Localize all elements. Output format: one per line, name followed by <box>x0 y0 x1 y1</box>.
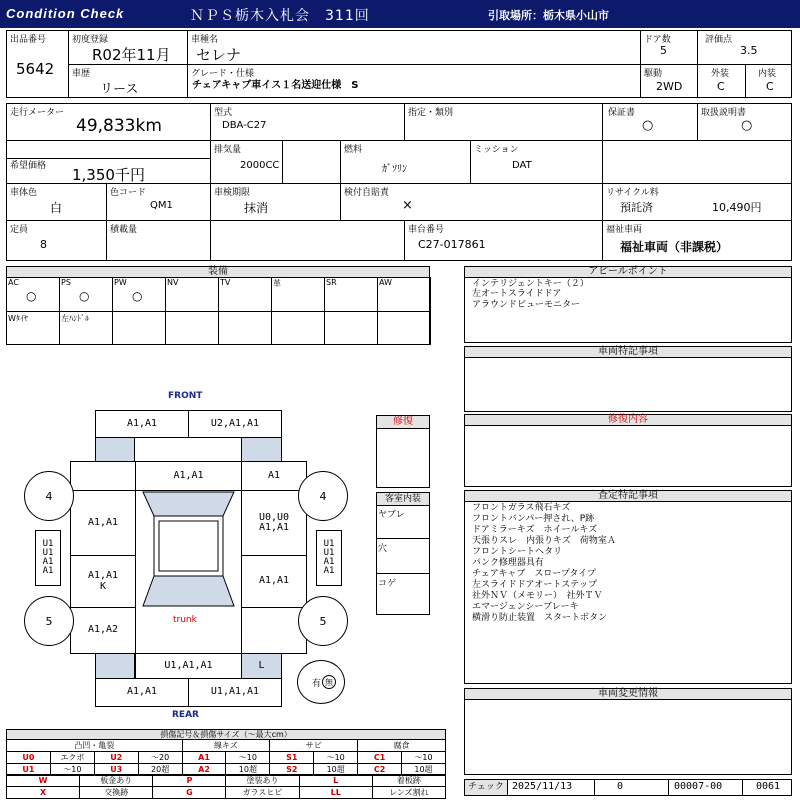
welfare-value: 福祉車両（非課税） <box>620 240 729 254</box>
inspection-note-line: 左スライドドアオートステップ <box>472 580 598 590</box>
legend-cell: 着板跡 <box>372 775 445 787</box>
capacity-value: 8 <box>40 238 47 251</box>
front-label: FRONT <box>168 391 203 401</box>
legend-cell: 〜10 <box>50 764 94 776</box>
appeal-line: インテリジェントキー（２） <box>472 279 589 289</box>
header-title: Condition Check <box>6 6 125 21</box>
panel-taillight-right: L <box>241 653 282 679</box>
repair-content-box <box>464 425 792 487</box>
panel-front-fender-right: A1 <box>241 461 307 491</box>
panel-quarter-left: A1,A2 <box>70 607 136 654</box>
pickup-location: 引取場所：栃木県小山市 <box>488 9 609 22</box>
legend-header-dent: 凸凹・亀裂 <box>7 740 183 752</box>
warranty-value: ○ <box>642 118 654 133</box>
legend-cell: 10超 <box>314 764 358 776</box>
appeal-title: アピールポイント <box>464 266 792 278</box>
legend-cell: X <box>7 787 80 799</box>
repair-content-title: 修復内容 <box>464 414 792 426</box>
price-label: 希望価格 <box>10 161 47 171</box>
spare-no-mark: 無 <box>322 675 336 689</box>
rear-label: REAR <box>172 710 199 720</box>
legend-cell: A2 <box>182 764 226 776</box>
body-color-label: 車体色 <box>10 188 38 198</box>
interior-value: C <box>766 80 774 93</box>
inspection-note-line: 横滑り防止装置 スタートボタン <box>472 613 608 623</box>
panel-rear-bumper-left: A1,A1 <box>95 678 189 707</box>
legend-table-2 <box>6 774 446 799</box>
inspection-note-line: パンク修理器具有 <box>472 558 544 568</box>
equip-code: 革 <box>273 279 281 288</box>
cabin-box <box>376 505 430 615</box>
inspection-note-line: 社外ＮＶ（メモリー） 社外ＴＶ <box>472 591 603 601</box>
panel-front-bumper-right: U2,A1,A1 <box>188 410 282 438</box>
inspection-note-line: ドアミラーキズ ホイールキズ <box>472 525 598 535</box>
equip-code: SR <box>326 278 337 287</box>
drive-value: 2WD <box>656 80 683 93</box>
special-box <box>464 357 792 412</box>
equip-code: PS <box>61 278 71 287</box>
legend-cell: LL <box>299 787 372 799</box>
legend-cell: 〜10 <box>314 752 358 764</box>
legend-header-rust: サビ <box>270 740 358 752</box>
repair-box-title: 修復 <box>376 415 430 429</box>
legend-title: 損傷記号＆損傷サイズ（〜最大cm） <box>6 729 446 740</box>
manual-value: ○ <box>741 118 753 133</box>
first-reg-value: R02年11月 <box>92 46 171 64</box>
mileage-value: 49,833km <box>76 116 162 136</box>
chassis-label: 車台番号 <box>408 225 445 235</box>
legend-cell: S2 <box>270 764 314 776</box>
legend-cell: レンズ割れ <box>372 787 445 799</box>
footer-code-2: 0061 <box>756 781 781 792</box>
liability-label: 検付自賠責 <box>344 188 390 198</box>
panel-rear-door-right: A1,A1 <box>241 555 307 608</box>
auction-name: ＮＰＳ栃木入札会 311回 <box>190 8 370 24</box>
grade-label: グレード・仕様 <box>191 69 255 79</box>
equip-cell-extra <box>324 311 378 345</box>
equip-cell-extra <box>165 311 219 345</box>
body-color-value: 白 <box>50 201 63 215</box>
history-value: リース <box>100 82 139 97</box>
exterior-value: C <box>717 80 725 93</box>
tire-front-left: 4 <box>24 471 74 521</box>
panel-front-door-right: U0,U0 A1,A1 <box>241 490 307 556</box>
first-reg-label: 初度登録 <box>72 35 109 45</box>
equip-code: TV <box>220 278 231 287</box>
fuel-label: 燃料 <box>344 145 363 155</box>
inspection-value: 抹消 <box>244 201 269 215</box>
lot-number: 5642 <box>16 60 55 78</box>
trunk-label: trunk <box>173 615 197 625</box>
panel-side-sill-right: U1 U1 A1 A1 <box>316 530 342 586</box>
car-name-value: セレナ <box>196 46 242 64</box>
panel-hood: A1,A1 <box>135 461 242 491</box>
interior-label: 内装 <box>758 69 777 79</box>
tire-rear-left: 5 <box>24 596 74 646</box>
legend-cell: U1 <box>7 764 51 776</box>
legend-cell: 塗装あり <box>226 775 299 787</box>
load-label: 積載量 <box>110 225 138 235</box>
panel-headlight-right <box>241 437 282 462</box>
appeal-line: アラウンドビューモニター <box>472 299 581 310</box>
legend-cell: S1 <box>270 752 314 764</box>
equip-mark: ○ <box>79 289 90 303</box>
legend-header-corrosion: 腐食 <box>358 740 446 752</box>
equip-cell-extra <box>377 311 431 345</box>
capacity-label: 定員 <box>10 225 29 235</box>
chassis-value: C27-017861 <box>418 238 486 251</box>
equip-mark: ○ <box>132 289 143 303</box>
legend-cell: ガラスヒビ <box>226 787 299 799</box>
legend-cell: U0 <box>7 752 51 764</box>
inspection-note-line: エマージェンシーブレーキ <box>472 602 579 612</box>
panel-quarter-right <box>241 607 307 654</box>
legend-cell: 〜10 <box>402 752 446 764</box>
cabin-item-3: コゲ <box>378 579 397 589</box>
history-label: 車歴 <box>72 69 91 79</box>
legend-cell: 板金あり <box>80 775 153 787</box>
designation-label: 指定・類別 <box>408 108 454 118</box>
legend-cell: 交換跡 <box>80 787 153 799</box>
appeal-lines <box>472 279 589 310</box>
legend-cell: エクボ <box>50 752 94 764</box>
price-value: 1,350千円 <box>72 166 145 184</box>
equip-code: AC <box>8 278 19 287</box>
panel-rear-deck: U1,A1,A1 <box>135 653 242 679</box>
inspection-note-line: フロントシートヘタリ <box>472 547 563 557</box>
legend-cell: L <box>299 775 372 787</box>
legend-cell: 〜10 <box>226 752 270 764</box>
legend-cell: C2 <box>358 764 402 776</box>
manual-label: 取扱説明書 <box>701 108 747 118</box>
panel-headlight-left <box>95 437 135 462</box>
liability-value: × <box>402 198 413 213</box>
cabin-box-title: 客室内装 <box>376 492 430 506</box>
change-info-title: 車両変更情報 <box>464 688 792 700</box>
footer-count: 0 <box>617 781 624 792</box>
panel-front-bumper-left: A1,A1 <box>95 410 189 438</box>
model-label: 型式 <box>214 108 233 118</box>
mileage-label: 走行メーター <box>10 108 65 118</box>
lot-label: 出品番号 <box>10 35 47 45</box>
spare-yes-label: 有 <box>312 678 322 689</box>
legend-cell: U3 <box>94 764 138 776</box>
score-value: 3.5 <box>740 44 758 57</box>
recycle-label: リサイクル料 <box>606 188 659 198</box>
car-name-label: 車種名 <box>191 35 219 45</box>
displacement-label: 排気量 <box>214 145 242 155</box>
equip-code: AW <box>379 278 392 287</box>
equip-extra-label: 左ﾊﾝﾄﾞﾙ <box>61 314 89 323</box>
warranty-label: 保証書 <box>608 108 636 118</box>
panel-taillight-left <box>95 653 135 679</box>
inspection-note-line: フロントガラス飛石キズ <box>472 503 571 513</box>
equip-cell-extra <box>271 311 325 345</box>
inspection-notes-lines <box>472 503 616 624</box>
legend-cell: P <box>153 775 226 787</box>
color-code-label: 色コード <box>110 188 147 198</box>
exterior-label: 外装 <box>711 69 730 79</box>
footer-code-1: 00007-00 <box>674 781 723 792</box>
legend-cell: C1 <box>358 752 402 764</box>
panel-front-door-left: A1,A1 <box>70 490 136 556</box>
welfare-label: 福祉車両 <box>606 225 643 235</box>
equip-cell-extra <box>112 311 166 345</box>
panel-front-fender-left <box>70 461 136 491</box>
fuel-value: ｶﾞｿﾘﾝ <box>382 164 407 175</box>
legend-cell: 10超 <box>226 764 270 776</box>
legend-cell: 20超 <box>138 764 182 776</box>
header-bar <box>0 0 800 28</box>
tire-rear-right: 5 <box>298 596 348 646</box>
legend-cell: 〜20 <box>138 752 182 764</box>
score-label: 評価点 <box>705 35 733 45</box>
mission-label: ミッション <box>474 145 519 155</box>
change-info-box <box>464 699 792 775</box>
footer-check-label: チェック <box>464 779 508 796</box>
recycle-status: 預託済 <box>620 201 653 214</box>
spare-tire <box>297 660 345 704</box>
model-value: DBA-C27 <box>222 120 267 131</box>
inspection-note-line: チェアキャブ スロープタイプ <box>472 569 596 579</box>
footer-date: 2025/11/13 <box>512 781 573 792</box>
legend-cell: W <box>7 775 80 787</box>
repair-box <box>376 428 430 488</box>
equip-cell-extra <box>218 311 272 345</box>
roof-glass-outline <box>135 490 242 654</box>
equip-code: PW <box>114 278 127 287</box>
equip-extra-label: Wﾀｲﾔ <box>8 314 28 323</box>
color-code-value: QM1 <box>150 200 173 211</box>
panel-side-sill-left: U1 U1 A1 A1 <box>35 530 61 586</box>
inspection-label: 車検期限 <box>214 188 251 198</box>
inspection-notes-title: 査定特記事項 <box>464 490 792 502</box>
special-title: 車両特記事項 <box>464 346 792 358</box>
inspection-note-line: 天張りスレ 内張りキズ 荷物室Ａ <box>472 536 616 546</box>
legend-cell: U2 <box>94 752 138 764</box>
legend-cell: A1 <box>182 752 226 764</box>
recycle-amount: 10,490円 <box>712 201 762 214</box>
drive-label: 駆動 <box>644 69 663 79</box>
legend-cell: G <box>153 787 226 799</box>
mission-value: DAT <box>512 160 532 171</box>
equip-mark: ○ <box>26 289 37 303</box>
cabin-item-2: 穴 <box>378 544 388 554</box>
cabin-item-1: ヤブレ <box>378 510 405 520</box>
legend-cell: 10超 <box>402 764 446 776</box>
legend-header-scratch: 線キズ <box>182 740 270 752</box>
doors-value: 5 <box>660 44 667 57</box>
panel-rear-bumper-right: U1,A1,A1 <box>188 678 282 707</box>
equip-code: NV <box>167 278 179 287</box>
displacement-value: 2000CC <box>240 160 280 171</box>
legend-table <box>6 739 446 776</box>
panel-rear-door-left: A1,A1 K <box>70 555 136 608</box>
inspection-note-line: フロントバンパー押され、P跡 <box>472 514 595 524</box>
equipment-title: 装備 <box>6 266 430 278</box>
doors-label: ドア数 <box>644 35 671 45</box>
tire-front-right: 4 <box>298 471 348 521</box>
grade-value: チェアキャブ車イス１名送迎仕様 S <box>192 80 359 91</box>
appeal-line: 左オートスライドドア <box>472 289 562 300</box>
